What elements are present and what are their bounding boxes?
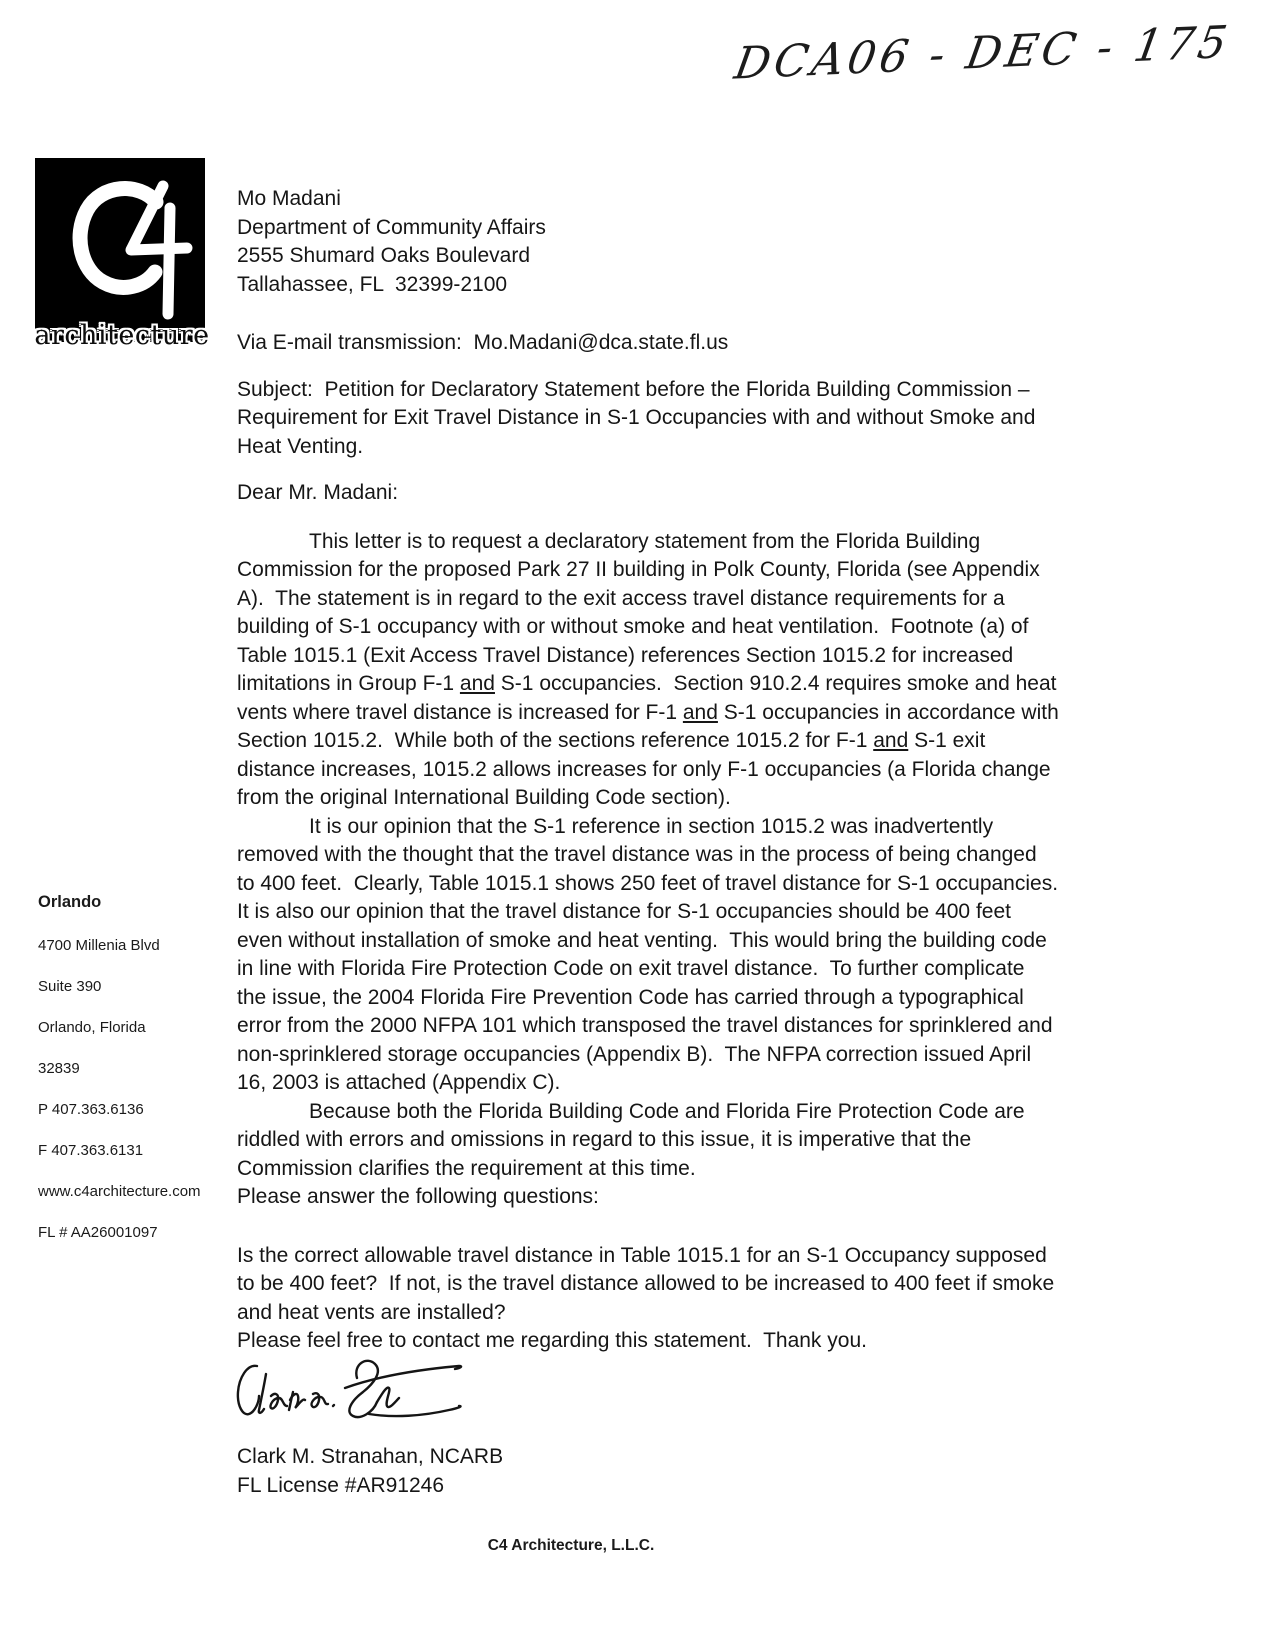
signature-image xyxy=(233,1348,469,1424)
subject-line: Subject: Petition for Declaratory Statement before the Florida Building Commission – Requirement for Exit Travel Distance in S-1 Occupancies with and without Smoke and Heat Venting. xyxy=(237,377,1042,458)
salutation: Dear Mr. Madani: xyxy=(237,481,399,504)
office-suite-line: Suite 390 xyxy=(38,978,102,995)
letter-content xyxy=(237,185,1070,1356)
letter-body xyxy=(237,528,1070,1356)
recipient-address-block xyxy=(237,185,1059,299)
office-phone-line: P 407.363.6136 xyxy=(38,1101,144,1118)
body-paragraph: Please answer the following questions: xyxy=(237,1185,599,1208)
via-email-line: Via E-mail transmission: Mo.Madani@dca.state.fl.us xyxy=(237,331,729,354)
signer-license: FL License #AR91246 xyxy=(237,1473,445,1497)
office-city-label: Orlando xyxy=(38,893,102,911)
office-info-sidebar xyxy=(38,893,223,1264)
recipient-organization: Department of Community Affairs xyxy=(237,215,546,239)
body-paragraph: Because both the Florida Building Code and Florida Fire Protection Code are riddled with errors and omissions in regard to this issue, it is imperative that the Commission clarifies the requirement at this time. xyxy=(237,1099,1031,1180)
office-license-line: FL # AA26001097 xyxy=(38,1224,158,1241)
recipient-street: 2555 Shumard Oaks Boulevard xyxy=(237,244,531,267)
signer-name: Clark M. Stranahan, NCARB xyxy=(237,1445,504,1468)
c4-logo-mark-icon xyxy=(35,158,205,342)
recipient-city-state-zip: Tallahassee, FL 32399-2100 xyxy=(237,272,508,296)
office-zip-line: 32839 xyxy=(38,1060,80,1077)
c4-architecture-logo xyxy=(34,158,210,351)
handwritten-case-number: DCA06 - DEC - 175 xyxy=(730,16,1235,90)
recipient-name: Mo Madani xyxy=(237,187,341,210)
question-paragraph: Is the correct allowable travel distance in Table 1015.1 for an S-1 Occupancy supposed to be 400 feet? If not, is the travel distance allowed to be increased to 400 feet if smoke and heat vents are installed? xyxy=(237,1243,1061,1324)
office-website-line: www.c4architecture.com xyxy=(38,1183,201,1200)
office-address-line: 4700 Millenia Blvd xyxy=(38,937,160,954)
footer-company-name: C4 Architecture, L.L.C. xyxy=(487,1537,655,1554)
office-fax-line: F 407.363.6131 xyxy=(38,1142,144,1159)
body-paragraph: It is our opinion that the S-1 reference in section 1015.2 was inadvertently removed with the thought that the travel distance was in the process of being changed to 400 feet. Clearly, Table 1015.1 shows 250 feet of travel distance for S-1 occupancies. It is also our opinion that the travel distance for S-1 occupancies should be 400 feet even without installation of smoke and heat venting. This would bring the building code in line with Florida Fire Protection Code on exit travel distance. To further complicate the issue, the 2004 Florida Fire Prevention Code has carried through a typographical error from the 2000 NFPA 101 which transposed the travel distances for sprinklered and non-sprinklered storage occupancies (Appendix B). The NFPA correction issued April 16, 2003 is attached (Appendix C). xyxy=(237,814,1070,1094)
body-paragraph: This letter is to request a declaratory statement from the Florida Building Commission for the proposed Park 27 II building in Polk County, Florida (see Appendix A). The statement is in regard to the exit access travel distance requirements for a building of S-1 occupancy with or without smoke and heat ventilation. Footnote (a) of Table 1015.1 (Exit Access Travel Distance) references Section 1015.2 for increased limitations in Group F-1 and S-1 occupancies. Section 910.2.4 requires smoke and heat vents where travel distance is increased for F-1 and S-1 occupancies in accordance with Section 1015.2. While both of the sections reference 1015.2 for F-1 and S-1 exit distance increases, 1015.2 allows increases for only F-1 occupancies (a Florida change from the original International Building Code section). xyxy=(237,529,1065,809)
logo-black-square xyxy=(35,158,205,342)
signature-icon xyxy=(233,1348,469,1424)
logo-wordmark: architecture xyxy=(34,320,210,351)
office-city-line: Orlando, Florida xyxy=(38,1019,146,1036)
closing-block xyxy=(237,1443,503,1500)
closing-request-paragraph: Please feel free to contact me regarding this statement. Thank you. xyxy=(237,1329,867,1352)
